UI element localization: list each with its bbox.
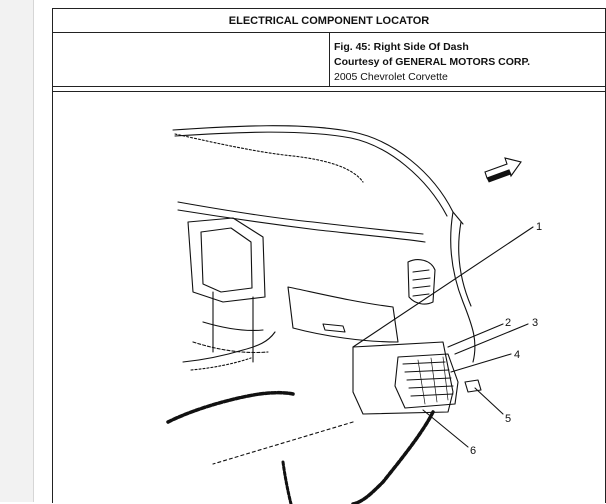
vehicle-line: 2005 Chevrolet Corvette (334, 71, 448, 83)
left-harness (183, 332, 275, 362)
callout-2: 2 (505, 317, 512, 329)
lower-harness (213, 422, 353, 464)
right-vent (408, 260, 435, 304)
callout-4: 4 (514, 349, 521, 361)
top-harness (175, 134, 363, 182)
figure-caption (334, 40, 530, 85)
figure-label: Fig. 45: Right Side Of Dash (334, 41, 469, 53)
courtesy-line: Courtesy of GENERAL MOTORS CORP. (334, 56, 531, 68)
caption-divider (329, 33, 330, 86)
front-direction-arrow-icon (485, 158, 521, 182)
connector-5 (465, 380, 481, 392)
cluster-opening (188, 218, 265, 302)
figure-area (53, 91, 605, 504)
callout-1: 1 (536, 221, 543, 233)
windshield-trim (173, 126, 463, 224)
locator-header (53, 9, 605, 33)
locator-title: ELECTRICAL COMPONENT LOCATOR (228, 14, 430, 27)
dash-line-drawing (53, 92, 605, 504)
leader-5 (475, 388, 503, 414)
glove-box (288, 287, 398, 342)
a-pillar (451, 212, 475, 362)
callout-6: 6 (470, 445, 477, 457)
document-page (40, 0, 606, 502)
callout-3: 3 (532, 317, 539, 329)
viewer-left-gutter (0, 0, 34, 502)
figure-caption-row (53, 33, 605, 87)
leader-1 (353, 227, 533, 347)
electrical-center (395, 354, 458, 408)
leader-2 (448, 324, 503, 347)
leader-4 (451, 354, 511, 372)
callout-5: 5 (505, 413, 512, 425)
locator-table (52, 8, 606, 503)
dash-top (178, 202, 423, 234)
leader-6 (423, 410, 468, 447)
